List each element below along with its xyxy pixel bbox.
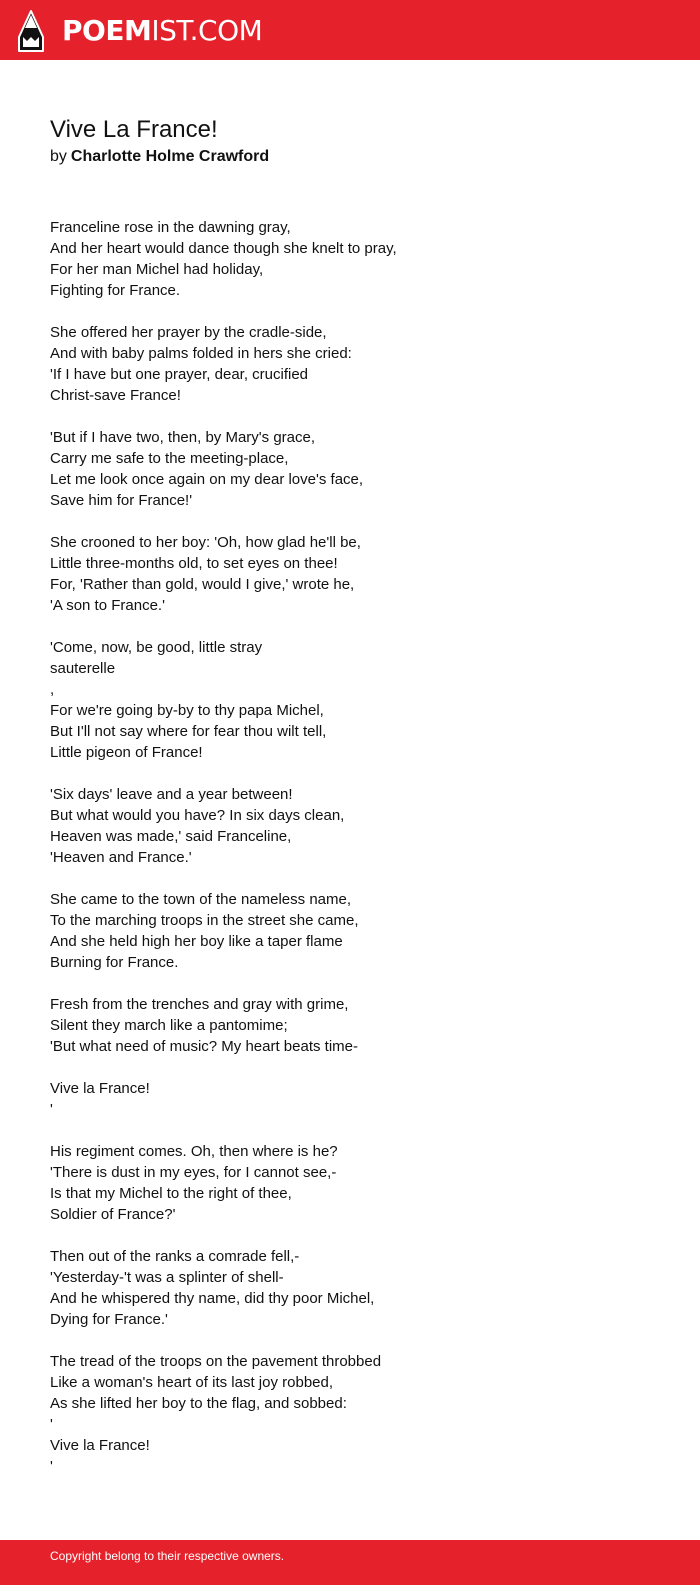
poem-line: Soldier of France?' xyxy=(50,1206,176,1223)
site-logo-link[interactable] xyxy=(18,9,262,53)
poem-line: 'Yesterday-'t was a splinter of shell- xyxy=(50,1269,284,1286)
poem-line: Franceline rose in the dawning gray, xyxy=(50,219,291,236)
pencil-tip-icon xyxy=(18,10,44,52)
poem-line: But I'll not say where for fear thou wilt tell, xyxy=(50,723,327,740)
poem-line: Heaven was made,' said Franceline, xyxy=(50,828,292,845)
poem-line: Christ-save France! xyxy=(50,387,181,404)
poem-stanza xyxy=(50,784,650,868)
site-header xyxy=(0,0,700,60)
poem-line: Silent they march like a pantomime; xyxy=(50,1017,288,1034)
poem-line: , xyxy=(50,681,55,698)
logo-text-light: IST.COM xyxy=(151,14,263,47)
poem-line: Is that my Michel to the right of thee, xyxy=(50,1185,292,1202)
poem-line: 'But if I have two, then, by Mary's grace, xyxy=(50,429,316,446)
logo-text-bold: POEM xyxy=(62,14,152,47)
poem-line: She offered her prayer by the cradle-side, xyxy=(50,324,327,341)
poem-body xyxy=(50,217,650,1498)
poem-line: sauterelle xyxy=(50,660,116,677)
poem-line: His regiment comes. Oh, then where is he? xyxy=(50,1143,338,1160)
poem-line: The tread of the troops on the pavement throbbed xyxy=(50,1353,382,1370)
poem-line: Then out of the ranks a comrade fell,- xyxy=(50,1248,300,1265)
poem-stanza xyxy=(50,532,650,616)
poem-line: She crooned to her boy: 'Oh, how glad he'll be, xyxy=(50,534,361,551)
site-footer xyxy=(0,1540,700,1585)
poem-line: Fresh from the trenches and gray with grime, xyxy=(50,996,349,1013)
poem-line: Little pigeon of France! xyxy=(50,744,203,761)
poem-line: ' xyxy=(50,1416,53,1433)
poem-line: For, 'Rather than gold, would I give,' wrote he, xyxy=(50,576,355,593)
poem-stanza xyxy=(50,1351,650,1477)
poem-line: 'Heaven and France.' xyxy=(50,849,192,866)
poem-line: 'If I have but one prayer, dear, crucified xyxy=(50,366,309,383)
site-logo-text xyxy=(62,9,262,53)
poem-line: 'There is dust in my eyes, for I cannot see,- xyxy=(50,1164,337,1181)
poem-line: ' xyxy=(50,1458,53,1475)
byline-label: by xyxy=(50,148,67,165)
poem-stanza xyxy=(50,994,650,1120)
poem-line: And she held high her boy like a taper flame xyxy=(50,933,343,950)
poem-line: Vive la France! xyxy=(50,1437,150,1454)
poem-stanza xyxy=(50,889,650,973)
poem-line: ' xyxy=(50,1101,53,1118)
poem-byline xyxy=(50,146,269,168)
poem-stanza xyxy=(50,217,650,301)
poem-line: Burning for France. xyxy=(50,954,179,971)
poem-author: Charlotte Holme Crawford xyxy=(70,148,270,165)
poem-line: Let me look once again on my dear love's face, xyxy=(50,471,364,488)
copyright-notice: Copyright belong to their respective owners. xyxy=(50,1549,285,1563)
poem-line: Fighting for France. xyxy=(50,282,181,299)
poem-line: But what would you have? In six days clean, xyxy=(50,807,345,824)
poem-line: And with baby palms folded in hers she cried: xyxy=(50,345,352,362)
poem-line: And he whispered thy name, did thy poor Michel, xyxy=(50,1290,375,1307)
poem-line: Dying for France.' xyxy=(50,1311,168,1328)
poem-line: 'A son to France.' xyxy=(50,597,165,614)
poem-line: For her man Michel had holiday, xyxy=(50,261,264,278)
poem-line xyxy=(50,1057,650,1078)
poem-line: Little three-months old, to set eyes on thee! xyxy=(50,555,338,572)
poem-line: She came to the town of the nameless name, xyxy=(50,891,352,908)
poem-line: Vive la France! xyxy=(50,1080,150,1097)
poem-stanza xyxy=(50,1141,650,1225)
poem-line: For we're going by-by to thy papa Michel, xyxy=(50,702,324,719)
poem-line: Save him for France!' xyxy=(50,492,193,509)
poem-stanza xyxy=(50,427,650,511)
poem-line: 'Six days' leave and a year between! xyxy=(50,786,293,803)
poem-line: And her heart would dance though she knelt to pray, xyxy=(50,240,397,257)
poem-line: To the marching troops in the street she came, xyxy=(50,912,359,929)
poem-stanza xyxy=(50,322,650,406)
poem-line: Carry me safe to the meeting-place, xyxy=(50,450,289,467)
poem-title: Vive La France! xyxy=(50,116,218,143)
poem-line: 'But what need of music? My heart beats time- xyxy=(50,1038,359,1055)
poem-line: As she lifted her boy to the flag, and sobbed: xyxy=(50,1395,347,1412)
poem-line: 'Come, now, be good, little stray xyxy=(50,639,263,656)
poem-line: Like a woman's heart of its last joy robbed, xyxy=(50,1374,334,1391)
poem-stanza xyxy=(50,1246,650,1330)
poem-stanza xyxy=(50,637,650,763)
